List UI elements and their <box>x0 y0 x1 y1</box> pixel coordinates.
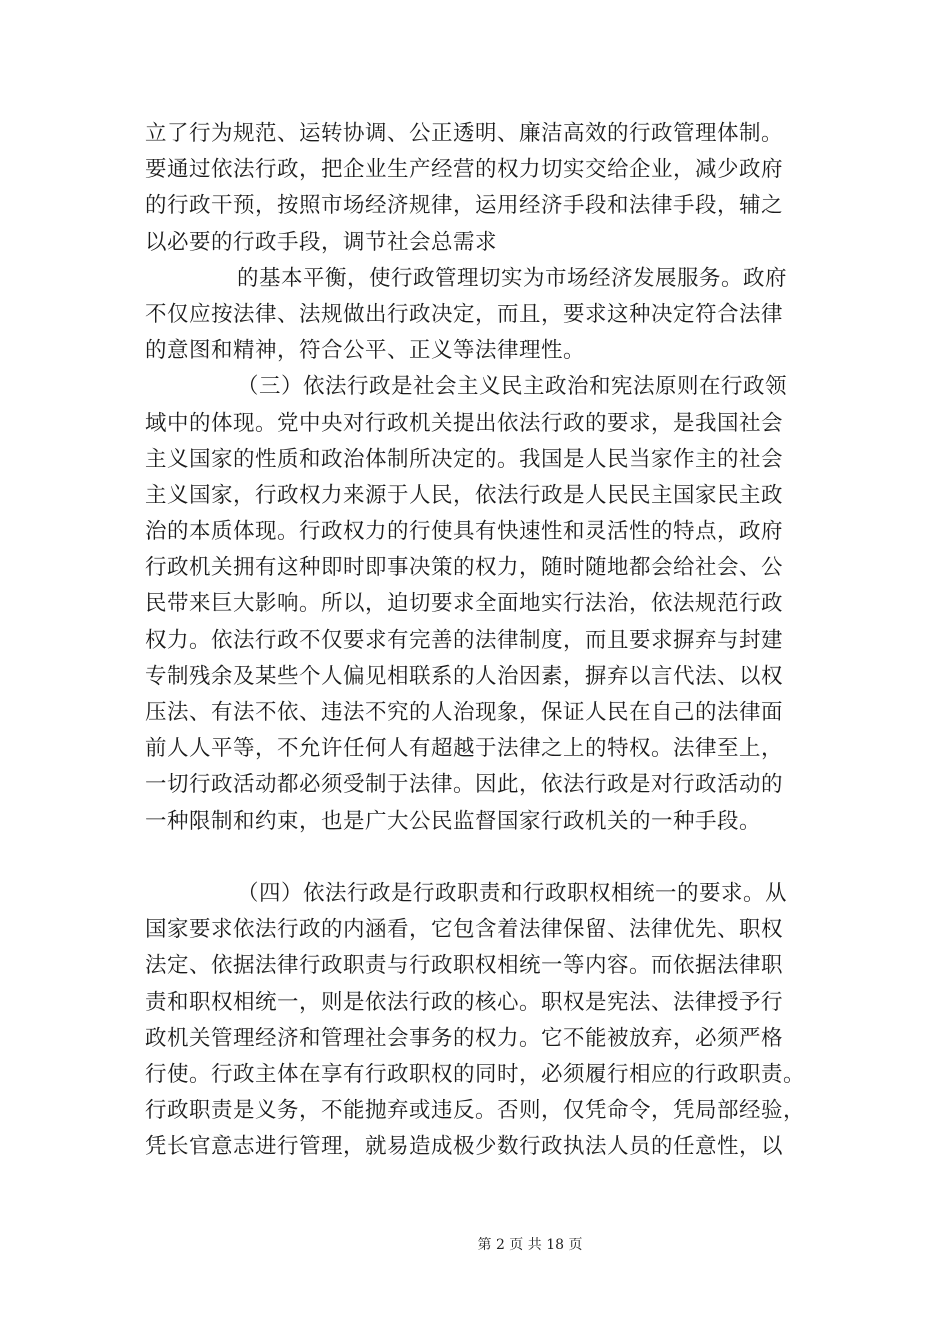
text-line: 的基本平衡，使行政管理切实为市场经济发展服务。政府 <box>237 265 788 291</box>
page-number: 第 2 页 共 18 页 <box>477 1237 583 1253</box>
text-line: 的意图和精神，符合公平、正义等法律理性。 <box>145 338 586 364</box>
text-line: 以必要的行政手段，调节社会总需求 <box>145 229 498 255</box>
text-line: 立了行为规范、运转协调、公正透明、廉洁高效的行政管理体制。 <box>145 121 784 146</box>
section-heading-line: （四）依法行政是行政职责和行政职权相统一的要求。从 <box>237 880 788 906</box>
paragraph-gap <box>145 840 815 876</box>
text-line: 不仅应按法律、法规做出行政决定，而且，要求这种决定符合法律 <box>145 301 784 327</box>
text-line: 域中的体现。党中央对行政机关提出依法行政的要求，是我国社会 <box>145 410 784 436</box>
text-line: 法定、依据法律行政职责与行政职权相统一等内容。而依据法律职 <box>145 953 784 979</box>
text-line: 行使。行政主体在享有行政职权的同时，必须履行相应的行政职责。 <box>145 1061 806 1087</box>
text-line: 行政机关拥有这种即时即事决策的权力，随时随地都会给社会、公 <box>145 555 784 581</box>
text-line: 主义国家的性质和政治体制所决定的。我国是人民当家作主的社会 <box>145 446 784 472</box>
text-line: 国家要求依法行政的内涵看，它包含着法律保留、法律优先、职权 <box>145 917 784 943</box>
text-line: 政机关管理经济和管理社会事务的权力。它不能被放弃，必须严格 <box>145 1025 784 1051</box>
text-line: 权力。依法行政不仅要求有完善的法律制度，而且要求摒弃与封建 <box>145 627 784 653</box>
text-line: 责和职权相统一，则是依法行政的核心。职权是宪法、法律授予行 <box>145 989 784 1015</box>
text-line: 一种限制和约束，也是广大公民监督国家行政机关的一种手段。 <box>145 808 762 834</box>
section-heading-line: （三）依法行政是社会主义民主政治和宪法原则在行政领 <box>237 374 788 400</box>
text-line: 一切行政活动都必须受制于法律。因此，依法行政是对行政活动的 <box>145 772 784 798</box>
text-line: 专制残余及某些个人偏见相联系的人治因素，摒弃以言代法、以权 <box>145 663 784 689</box>
text-line: 主义国家，行政权力来源于人民，依法行政是人民民主国家民主政 <box>145 482 784 508</box>
text-line: 行政职责是义务，不能抛弃或违反。否则，仅凭命令，凭局部经验， <box>145 1098 806 1124</box>
text-line: 民带来巨大影响。所以，迫切要求全面地实行法治，依法规范行政 <box>145 591 784 617</box>
text-line: 凭长官意志进行管理，就易造成极少数行政执法人员的任意性，以 <box>145 1134 784 1160</box>
text-line: 压法、有法不依、违法不究的人治现象，保证人民在自己的法律面 <box>145 700 784 725</box>
text-line: 治的本质体现。行政权力的行使具有快速性和灵活性的特点，政府 <box>145 519 784 545</box>
document-body <box>145 116 815 1165</box>
text-line: 前人人平等，不允许任何人有超越于法律之上的特权。法律至上， <box>145 736 784 762</box>
text-line: 要通过依法行政，把企业生产经营的权力切实交给企业，减少政府 <box>145 157 784 183</box>
text-line: 的行政干预，按照市场经济规律，运用经济手段和法律手段，辅之 <box>145 193 784 219</box>
